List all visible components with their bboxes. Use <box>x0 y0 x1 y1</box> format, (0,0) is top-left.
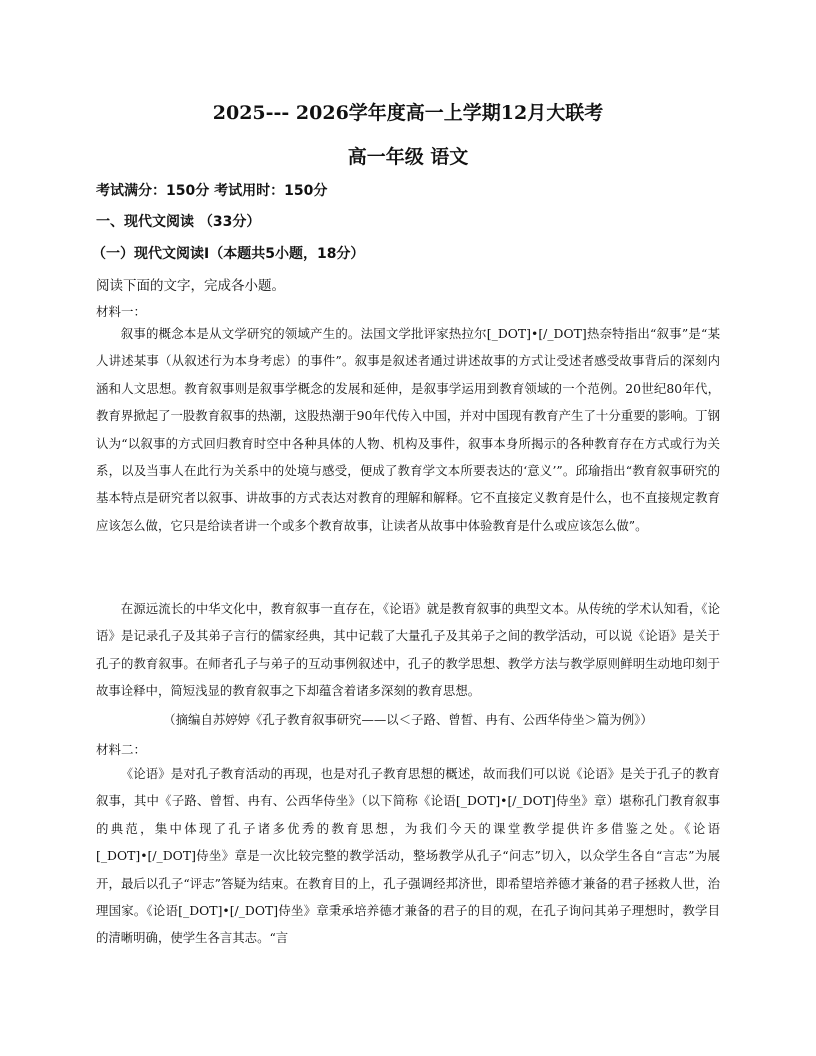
material-1-paragraph-1: 叙事的概念本是从文学研究的领域产生的。法国文学批评家热拉尔[_DOT]•[/_DOT]热奈特指出“叙事”是“某人讲述某事（从叙述行为本身考虑）的事件”。叙事是叙述者通过讲述故事的方式让受述者感受故事背后的深刻内涵和人文思想。教育叙事则是叙事学概念的发展和延伸，是叙事学运用到教育领域的一个范例。20世纪80年代，教育界掀起了一股教育叙事的热潮，这股热潮于90年代传入中国，并对中国现有教育产生了十分重要的影响。丁钢认为“以叙事的方式回归教育时空中各种具体的人物、机构及事件，叙事本身所揭示的各种教育存在方式或行为关系，以及当事人在此行为关系中的处境与感受，便成了教育学文本所要表达的‘意义’”。邱瑜指出“教育叙事研究的基本特点是研究者以叙事、讲故事的方式表达对教育的理解和解释。它不直接定义教育是什么，也不直接规定教育应该怎么做，它只是给读者讲一个或多个教育故事，让读者从故事中体验教育是什么或应该怎么做”。 <box>96 326 720 533</box>
exam-subtitle: 高一年级 语文 <box>347 146 469 168</box>
material-2-label: 材料二： <box>96 742 147 757</box>
section-heading: 一、现代文阅读 （33分） <box>96 214 261 230</box>
material-2-paragraph-1: 《论语》是对孔子教育活动的再现，也是对孔子教育思想的概述，故而我们可以说《论语》是关于孔子的教育叙事，其中《子路、曾皙、冉有、公西华侍坐》（以下简称《论语[_DOT]•[/_DOT]侍坐》章）堪称孔门教育叙事的典范，集中体现了孔子诸多优秀的教育思想，为我们今天的课堂教学提供许多借鉴之处。《论语[_DOT]•[/_DOT]侍坐》章是一次比较完整的教学活动，整场教学从孔子“问志”切入，以众学生各自“言志”为展开，最后以孔子“评志”答疑为结束。在教育目的上，孔子强调经邦济世，即希望培养德才兼备的君子拯救人世，治理国家。《论语[_DOT]•[/_DOT]侍坐》章秉承培养德才兼备的君子的目的观，在孔子询问其弟子理想时，教学目的清晰明确，使学生各言其志。“言 <box>96 766 720 946</box>
subsection-heading: （一）现代文阅读Ⅰ（本题共5小题，18分） <box>92 246 365 262</box>
material-1-source: （摘编自苏婷婷《孔子教育叙事研究——以＜子路、曾皙、冉有、公西华侍坐＞篇为例》） <box>163 712 653 727</box>
material-1-paragraph-2: 在源远流长的中华文化中，教育叙事一直存在，《论语》就是教育叙事的典型文本。从传统的学术认知看，《论语》是记录孔子及其弟子言行的儒家经典，其中记载了大量孔子及其弟子之间的教学活动，可以说《论语》是关于孔子的教育叙事。在师者孔子与弟子的互动事例叙述中，孔子的教学思想、教学方法与教学原则鲜明生动地印刻于故事诠释中，简短浅显的教育叙事之下却蕴含着诸多深刻的教育思想。 <box>96 601 720 699</box>
material-1-label: 材料一： <box>96 304 147 319</box>
instruction-text: 阅读下面的文字，完成各小题。 <box>96 278 285 294</box>
exam-title: 2025--- 2026学年度高一上学期12月大联考 <box>212 102 604 124</box>
exam-info: 考试满分：150分 考试用时：150分 <box>96 183 328 199</box>
